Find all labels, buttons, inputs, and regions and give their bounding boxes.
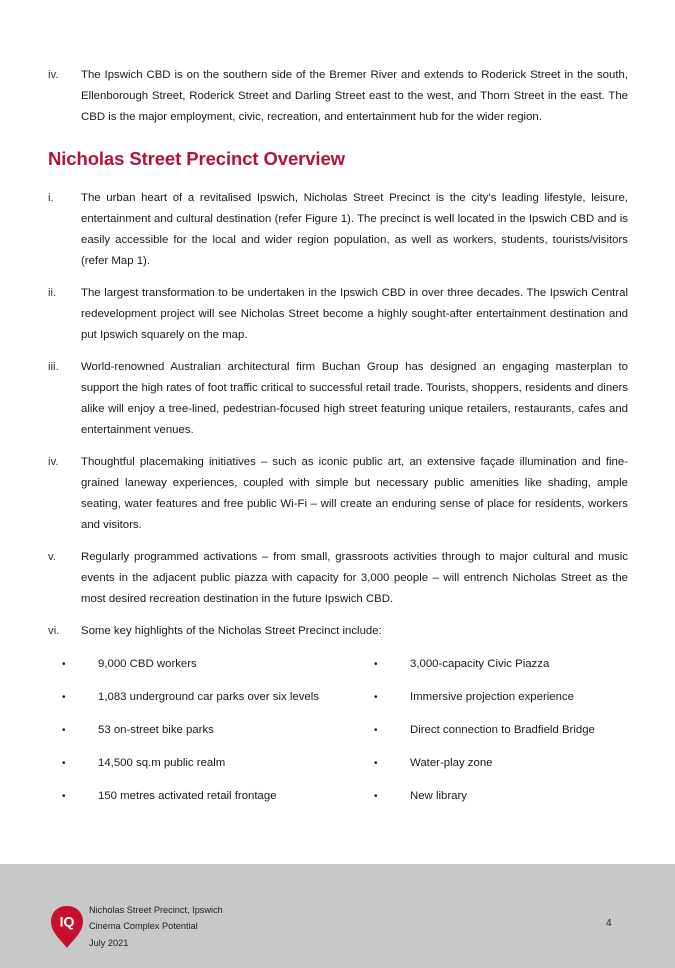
page-number: 4 [606,918,612,929]
list-item [374,753,634,774]
list-item [48,452,628,536]
bullet-icon: • [62,725,66,736]
item-text: Regularly programmed activations – from small, grassroots activities through to major cultural and music events in the adjacent public piazza with capacity for 3,000 people – will entrench Nicholas Street as the most desired recreation destination in the future Ipswich CBD. [81,551,628,605]
list-item [62,753,330,774]
list-item [62,720,330,741]
logo-text: IQ [59,913,75,930]
page-footer [0,864,675,968]
bullet-text: 14,500 sq.m public realm [98,757,226,769]
list-item [374,786,634,807]
bullet-icon: • [62,758,66,769]
item-text: World-renowned Australian architectural firm Buchan Group has designed an engaging masterplan to support the high rates of foot traffic critical to successful retail trade. Tourists, shoppers, residents and diners alike will enjoy a tree-lined, pedestrian-focused high street featuring unique retailers, restaurants, cafes and entertainment venues. [81,361,628,436]
bullet-text: 9,000 CBD workers [98,658,197,670]
footer-line-subtitle: Cinema Complex Potential [89,921,198,932]
item-text: The Ipswich CBD is on the southern side of the Bremer River and extends to Roderick Street in the south, Ellenborough Street, Roderick Street and Darling Street east to the west, and Thorn Street in the east. The CBD is the major employment, civic, recreation, and entertainment hub for the wider region. [81,69,628,123]
bullet-icon: • [62,659,66,670]
list-item [374,654,634,675]
list-item [62,687,330,708]
list-item [62,786,330,807]
item-text: Some key highlights of the Nicholas Street Precinct include: [81,625,382,637]
list-item [48,621,628,642]
item-text: Thoughtful placemaking initiatives – such as iconic public art, an extensive façade illumination and fine-grained laneway experiences, coupled with simple but necessary public amenities like shading, ample seating, water features and free public Wi-Fi – will create an enduring sense of place for residents, workers and visitors. [81,456,628,531]
item-number: iv. [48,69,59,81]
highlights-left-column [48,654,330,819]
list-item [48,283,628,346]
section-heading: Nicholas Street Precinct Overview [48,148,345,169]
item-text: The urban heart of a revitalised Ipswich, Nicholas Street Precinct is the city’s leading lifestyle, leisure, entertainment and cultural destination (refer Figure 1). The precinct is well located in the Ipswich CBD and is easily accessible for the local and wider region population, as well as workers, students, tourists/visitors (refer Map 1). [81,192,628,267]
bullet-text: Water-play zone [410,757,493,769]
item-number: vi. [48,625,60,637]
document-body [48,65,628,819]
list-item [374,720,634,741]
bullet-icon: • [374,791,378,802]
item-number: ii. [48,287,57,299]
highlights-right-column [330,654,634,819]
bullet-text: 3,000-capacity Civic Piazza [410,658,550,670]
item-number: v. [48,551,57,563]
intro-item [48,65,628,128]
item-number: iv. [48,456,59,468]
bullet-text: Direct connection to Bradfield Bridge [410,724,595,736]
footer-info [89,902,223,951]
item-number: iii. [48,361,59,373]
list-item [62,654,330,675]
bullet-text: 1,083 underground car parks over six levels [98,691,319,703]
list-item [374,687,634,708]
list-item [48,547,628,610]
bullet-text: 150 metres activated retail frontage [98,790,277,802]
bullet-icon: • [62,692,66,703]
item-text: The largest transformation to be undertaken in the Ipswich CBD in over three decades. The Ipswich Central redevelopment project will see Nicholas Street become a highly sought-after entertainment destination and put Ipswich squarely on the map. [81,287,628,341]
bullet-icon: • [62,791,66,802]
footer-line-date: July 2021 [89,937,129,948]
bullet-icon: • [374,692,378,703]
bullet-icon: • [374,758,378,769]
iq-logo-icon [50,905,84,949]
bullet-text: 53 on-street bike parks [98,724,214,736]
item-number: i. [48,192,54,204]
bullet-text: New library [410,790,467,802]
list-item [48,188,628,272]
list-item [48,357,628,441]
footer-line-title: Nicholas Street Precinct, Ipswich [89,905,223,915]
bullet-icon: • [374,725,378,736]
highlights-list [48,654,628,819]
bullet-icon: • [374,659,378,670]
bullet-text: Immersive projection experience [410,691,574,703]
